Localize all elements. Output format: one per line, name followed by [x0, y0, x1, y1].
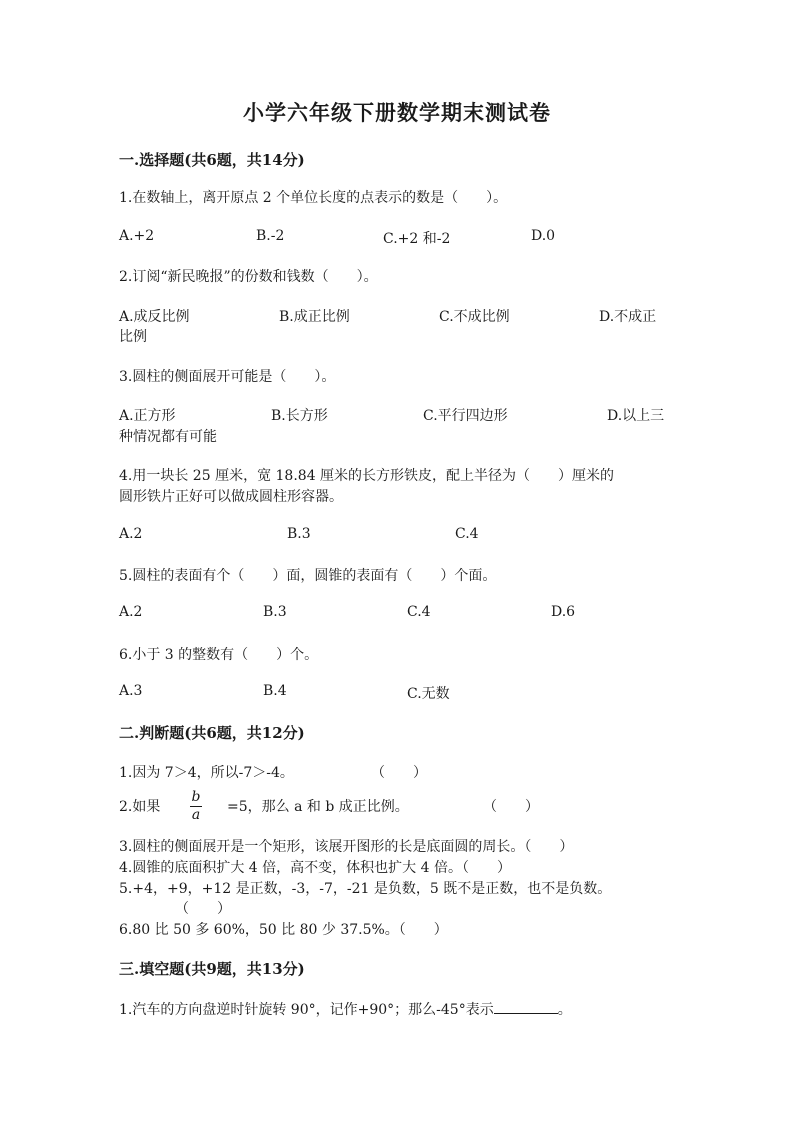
question-stem: 3.圆柱的侧面展开可能是（ ）。 — [119, 369, 336, 385]
option-a: A.3 — [119, 683, 143, 699]
section-heading-choice: 一.选择题(共6题，共14分) — [119, 151, 305, 169]
judge-item: 6.80 比 50 多 60%，50 比 80 少 37.5%。（ ） — [119, 922, 448, 938]
option-c: C.不成比例 — [439, 309, 510, 325]
judge-item-prefix: 2.如果 — [119, 799, 161, 815]
question-stem: 2.订阅“新民晚报”的份数和钱数（ ）。 — [119, 269, 378, 285]
option-c: C.无数 — [407, 686, 450, 702]
option-b: B.4 — [263, 683, 287, 699]
option-b: B.3 — [287, 526, 311, 542]
option-b: B.成正比例 — [279, 309, 350, 325]
option-a: A.成反比例 — [119, 309, 190, 325]
option-d-continued: 比例 — [119, 329, 147, 345]
option-c: C.平行四边形 — [423, 408, 508, 424]
question-stem: 6.小于 3 的整数有（ ）个。 — [119, 647, 319, 663]
option-c: C.4 — [455, 526, 479, 542]
section-heading-fill: 三.填空题(共9题，共13分) — [119, 960, 305, 978]
fraction-b-over-a — [190, 790, 202, 823]
option-d: D.0 — [531, 228, 556, 244]
option-d: D.不成正 — [599, 309, 657, 325]
option-c: C.4 — [407, 604, 431, 620]
option-d: D.6 — [551, 604, 576, 620]
judge-item: 4.圆锥的底面积扩大 4 倍，高不变，体积也扩大 4 倍。（ ） — [119, 860, 511, 876]
page-title: 小学六年级下册数学期末测试卷 — [243, 100, 551, 125]
answer-parentheses: （ ） — [483, 799, 539, 815]
fill-item-text: 1.汽车的方向盘逆时针旋转 90°，记作+90°；那么-45°表示 — [119, 1002, 494, 1018]
option-a: A.正方形 — [119, 408, 176, 424]
option-d: D.以上三 — [607, 408, 665, 424]
option-b: B.-2 — [256, 228, 285, 244]
judge-item: 1.因为 7＞4，所以-7＞-4。 — [119, 765, 294, 781]
judge-item: 3.圆柱的侧面展开是一个矩形，该展开图形的长是底面圆的周长。（ ） — [119, 839, 574, 855]
question-stem: 5.圆柱的表面有个（ ）面，圆锥的表面有（ ）个面。 — [119, 568, 497, 584]
question-stem-continued: 圆形铁片正好可以做成圆柱形容器。 — [119, 489, 343, 505]
judge-item-suffix: =5，那么 a 和 b 成正比例。 — [227, 799, 409, 815]
fraction-numerator: b — [191, 789, 201, 805]
fill-item — [119, 999, 572, 1019]
answer-blank[interactable] — [494, 999, 558, 1014]
option-c: C.+2 和-2 — [383, 231, 451, 247]
answer-parentheses: （ ） — [371, 765, 427, 781]
option-a: A.2 — [119, 526, 143, 542]
option-b: B.长方形 — [271, 408, 328, 424]
question-stem: 4.用一块长 25 厘米，宽 18.84 厘米的长方形铁皮，配上半径为（ ）厘米的 — [119, 468, 615, 484]
option-a: A.+2 — [119, 228, 155, 244]
fraction-denominator: a — [191, 807, 201, 823]
question-stem: 1.在数轴上，离开原点 2 个单位长度的点表示的数是（ ）。 — [119, 190, 508, 206]
section-heading-judge: 二.判断题(共6题，共12分) — [119, 724, 305, 742]
fill-item-end: 。 — [557, 1002, 572, 1018]
answer-parentheses: （ ） — [175, 901, 231, 917]
option-d-continued: 种情况都有可能 — [119, 429, 217, 445]
judge-item: 5.+4，+9，+12 是正数，-3，-7，-21 是负数，5 既不是正数，也不是负数。 — [119, 881, 612, 897]
option-b: B.3 — [263, 604, 287, 620]
option-a: A.2 — [119, 604, 143, 620]
